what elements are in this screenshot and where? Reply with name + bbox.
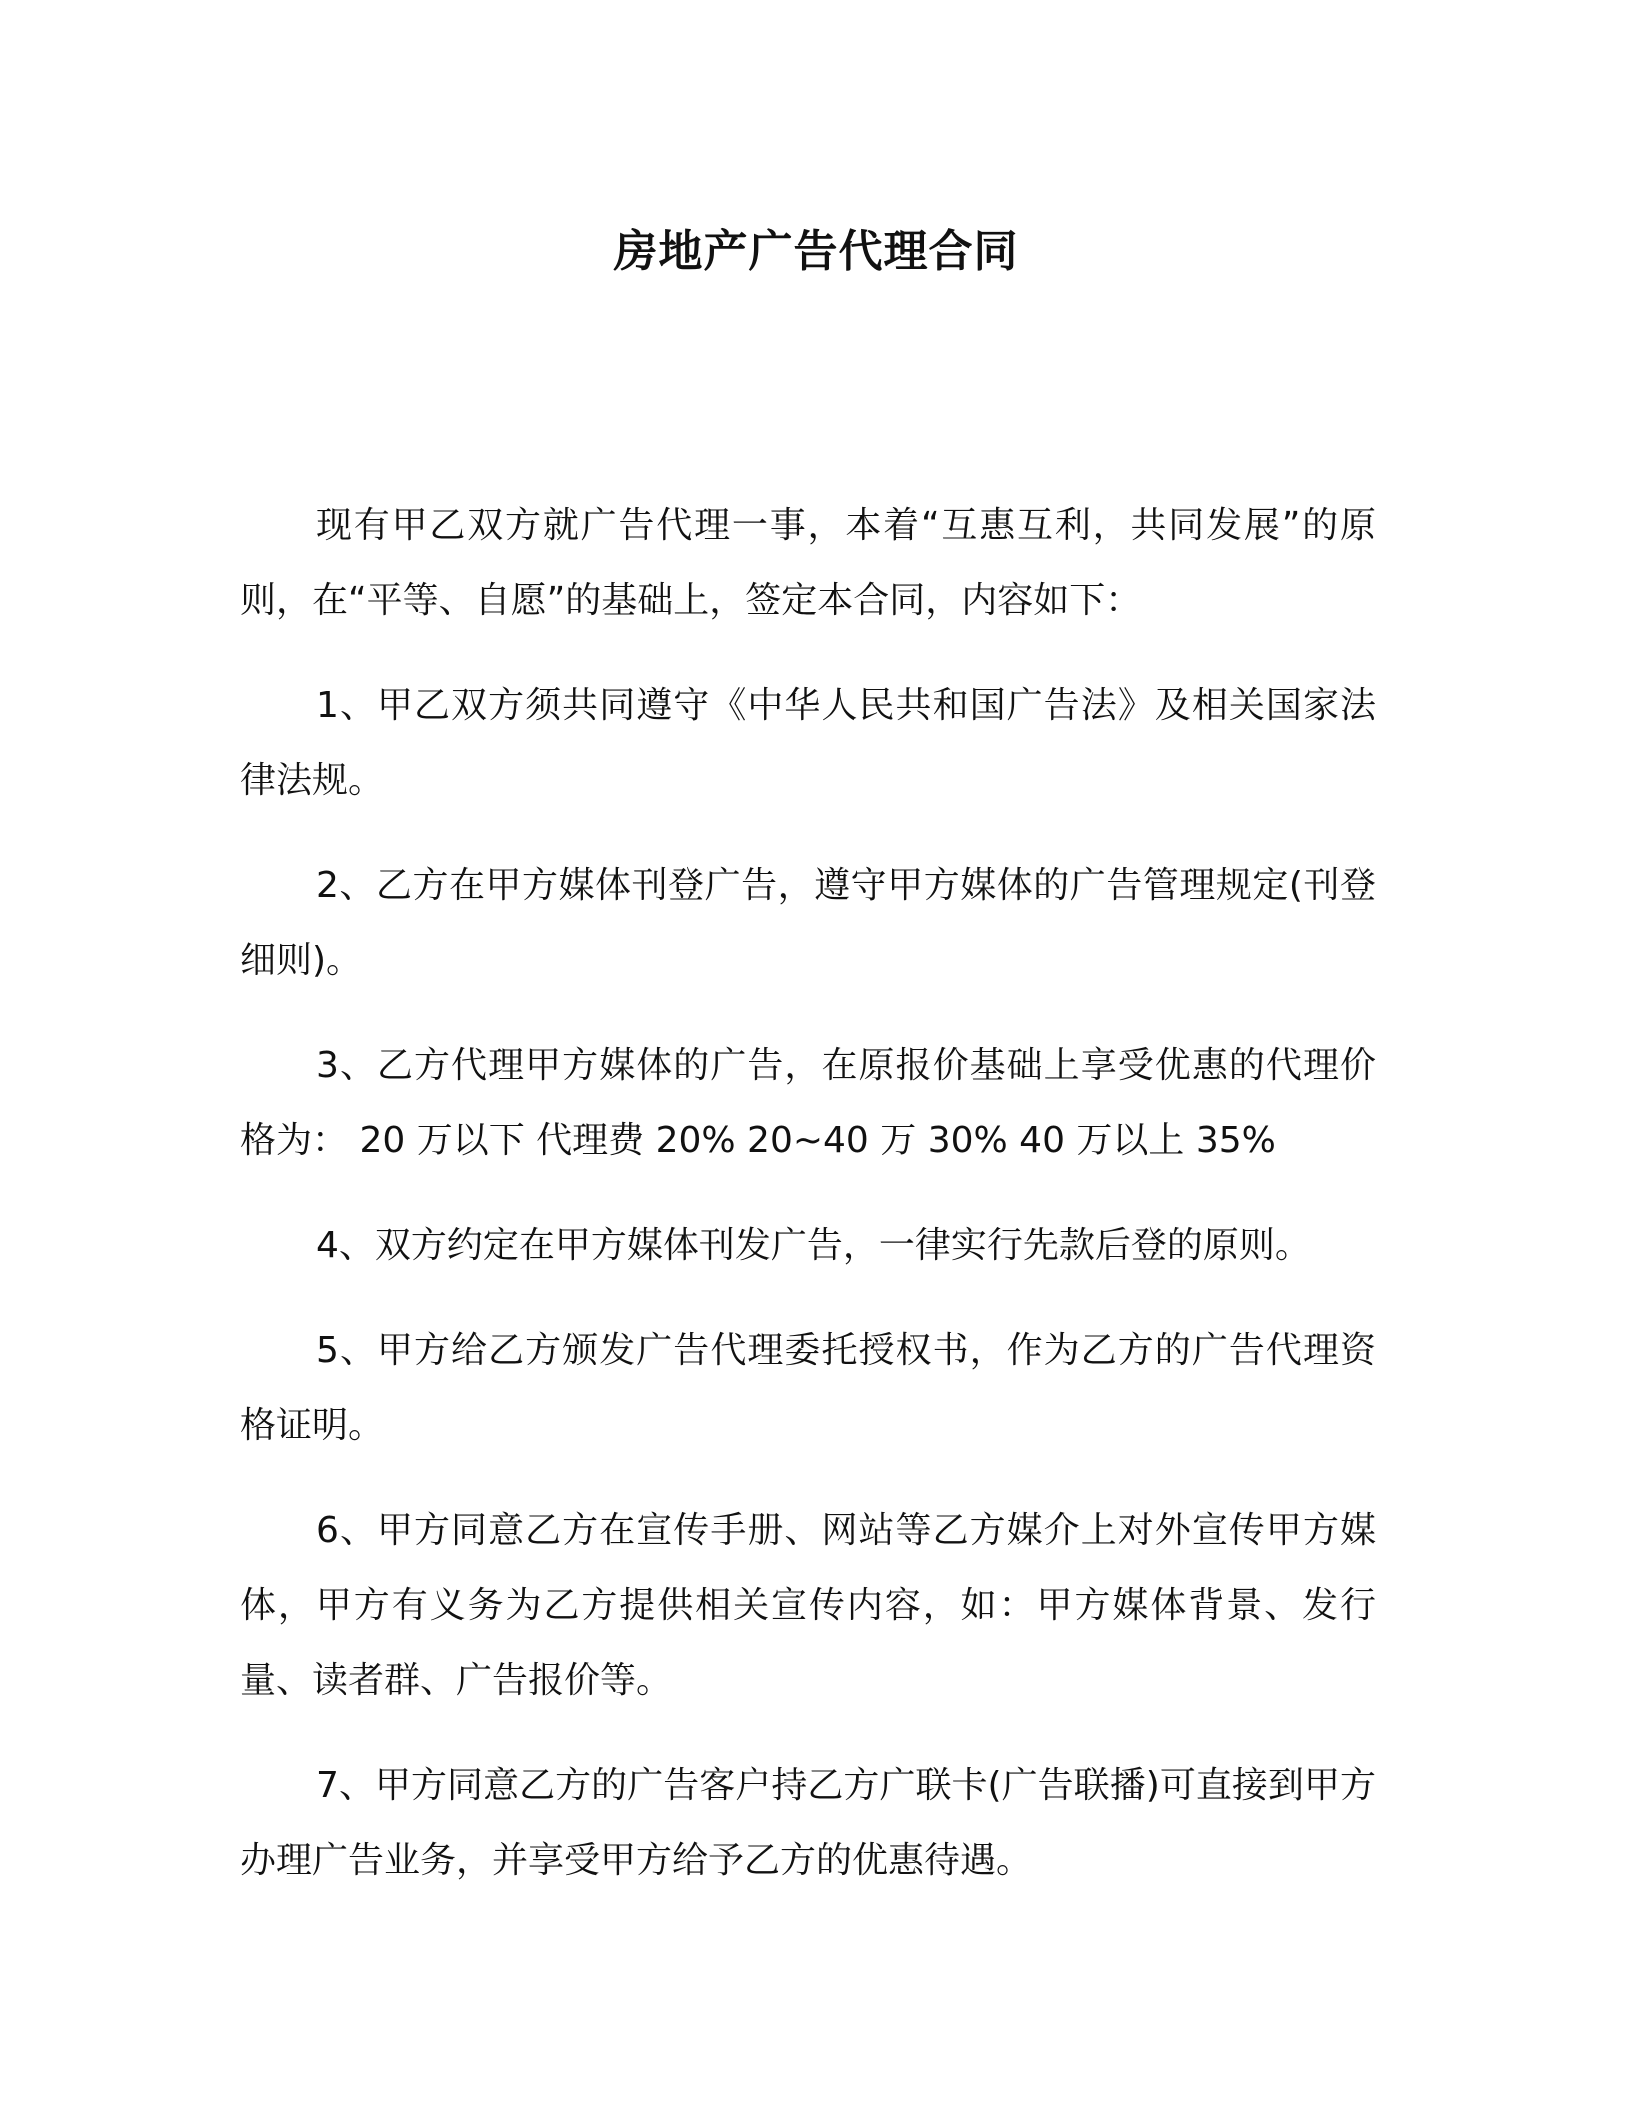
clause-2: 2、乙方在甲方媒体刊登广告，遵守甲方媒体的广告管理规定(刊登细则)。 [240,865,1376,981]
clause-5: 5、甲方给乙方颁发广告代理委托授权书，作为乙方的广告代理资格证明。 [240,1330,1376,1446]
document-body [240,488,1376,1928]
clause-6: 6、甲方同意乙方在宣传手册、网站等乙方媒介上对外宣传甲方媒体，甲方有义务为乙方提供相关宣传内容，如：甲方媒体背景、发行量、读者群、广告报价等。 [240,1510,1376,1701]
intro-paragraph: 现有甲乙双方就广告代理一事，本着“互惠互利，共同发展”的原则，在“平等、自愿”的基础上，签定本合同，内容如下： [240,505,1376,621]
document-title: 房地产广告代理合同 [613,226,1019,277]
clause-4: 4、双方约定在甲方媒体刊发广告，一律实行先款后登的原则。 [316,1225,1311,1266]
clause-3: 3、乙方代理甲方媒体的广告，在原报价基础上享受优惠的代理价格为： 20 万以下 代理费 20% 20~40 万 30% 40 万以上 35% [240,1045,1376,1161]
clause-1: 1、甲乙双方须共同遵守《中华人民共和国广告法》及相关国家法律法规。 [240,685,1376,801]
clause-7: 7、甲方同意乙方的广告客户持乙方广联卡(广告联播)可直接到甲方办理广告业务，并享受甲方给予乙方的优惠待遇。 [240,1765,1376,1881]
